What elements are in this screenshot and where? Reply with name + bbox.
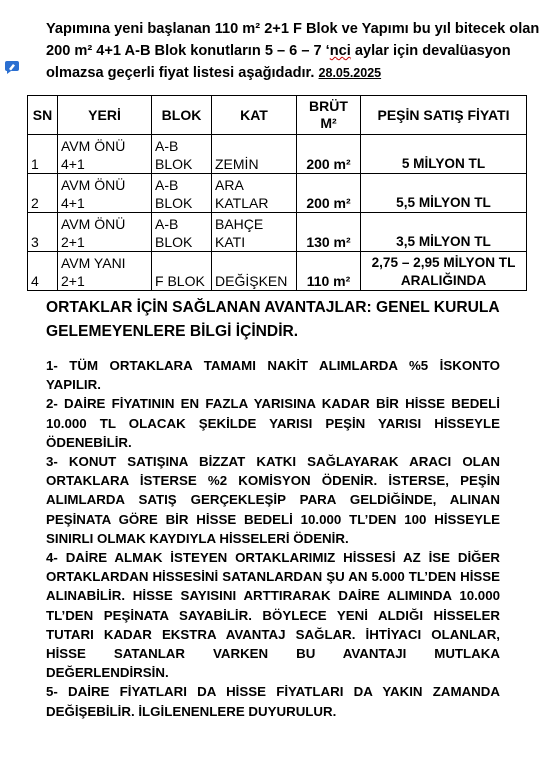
cell-kat: DEĞİŞKEN	[212, 252, 297, 291]
cell-yeri: AVM YANI 2+1	[58, 252, 152, 291]
header-sn: SN	[28, 96, 58, 135]
header-brut: BRÜT M²	[297, 96, 361, 135]
cell-blok: F BLOK	[152, 252, 212, 291]
list-item: 5- DAİRE FİYATLARI DA HİSSE FİYATLARI DA YAKIN ZAMANDA DEĞİŞEBİLİR. İLGİLENENLERE DUYURULUR.	[46, 684, 500, 719]
cell-fiyat: 5,5 MİLYON TL	[361, 174, 527, 213]
advantages-title: ORTAKLAR İÇİN SAĞLANAN AVANTAJLAR: GENEL KURULA GELEMEYENLERE BİLGİ İÇİNDİR.	[46, 299, 500, 340]
intro-text-start: Yapımına yeni başlanan 110 m² 2+1 F Blok ve Yapımı bu yıl bitecek olan 200 m² 4+1 A-B Blok konutların 5 – 6 – 7 ‘	[46, 21, 540, 59]
cell-kat: ZEMİN	[212, 135, 297, 174]
table-header-row	[28, 96, 527, 135]
cell-sn: 1	[28, 135, 58, 174]
cell-fiyat: 5 MİLYON TL	[361, 135, 527, 174]
price-table	[27, 95, 527, 291]
intro-text-end: aylar için devalüasyon olmazsa geçerli fiyat listesi aşağıdadır.	[46, 43, 511, 81]
cell-fiyat: 2,75 – 2,95 MİLYON TL ARALIĞINDA	[361, 252, 527, 291]
cell-sn: 4	[28, 252, 58, 291]
header-kat: KAT	[212, 96, 297, 135]
spellcheck-word[interactable]: nci	[329, 43, 351, 59]
cell-brut: 200 m²	[297, 135, 361, 174]
list-item: 3- KONUT SATIŞINA BİZZAT KATKI SAĞLAYARAK ARACI OLAN ORTAKLARA İSTERSE %2 KOMİSYON ÖDENİR. İSTERSE, PEŞİN ALIMLARDA SATIŞ GERÇEKLEŞİP PARA GELDİĞİNDE, ALINAN PEŞİNATA GÖRE BİR HİSSE BEDELİ 10.000 TL’DEN 100 HİSSEYLE SINIRLI OLMAK KAYDIYLA HİSSELERİ ÖDENİR.	[46, 454, 500, 546]
cell-kat: BAHÇE KATI	[212, 213, 297, 252]
advantages-list	[46, 356, 500, 721]
cell-brut: 130 m²	[297, 213, 361, 252]
table-row	[28, 135, 527, 174]
chat-bubble-icon[interactable]	[4, 60, 20, 74]
header-fiyat: PEŞİN SATIŞ FİYATI	[361, 96, 527, 135]
list-item: 4- DAİRE ALMAK İSTEYEN ORTAKLARIMIZ HİSSESİ AZ İSE DİĞER ORTAKLARDAN HİSSESİNİ SATANLARDAN ŞU AN 5.000 TL’DEN HİSSE ALINABİLİR. HİSSE SAYISINI ARTTIRARAK DAİRE ALIMINDA 10.000 TL’DEN PEŞİNATA SAYABİLİR. BÖYLECE YENİ ALDIĞI HİSSELER TUTARI KADAR EKSTRA AVANTAJ SAĞLAR. İHTİYACI OLANLAR, HİSSE SATANLAR VARKEN BU AVANTAJI MUTLAKA DEĞERLENDİRSİN.	[46, 550, 500, 681]
cell-brut: 200 m²	[297, 174, 361, 213]
list-item: 1- TÜM ORTAKLARA TAMAMI NAKİT ALIMLARDA %5 İSKONTO YAPILIR.	[46, 358, 500, 393]
cell-blok: A-B BLOK	[152, 213, 212, 252]
table-row	[28, 174, 527, 213]
cell-sn: 3	[28, 213, 58, 252]
cell-sn: 2	[28, 174, 58, 213]
cell-blok: A-B BLOK	[152, 135, 212, 174]
list-item: 2- DAİRE FİYATININ EN FAZLA YARISINA KADAR BİR HİSSE BEDELİ 10.000 TL OLACAK ŞEKİLDE YARISI PEŞİN YARISI HİSSEYLE ÖDENEBİLİR.	[46, 396, 500, 450]
header-blok: BLOK	[152, 96, 212, 135]
header-yeri: YERİ	[58, 96, 152, 135]
document-date: 28.05.2025	[318, 66, 382, 80]
cell-yeri: AVM ÖNÜ 4+1	[58, 135, 152, 174]
cell-kat: ARA KATLAR	[212, 174, 297, 213]
cell-yeri: AVM ÖNÜ 2+1	[58, 213, 152, 252]
table-row	[28, 213, 527, 252]
table-row	[28, 252, 527, 291]
cell-yeri: AVM ÖNÜ 4+1	[58, 174, 152, 213]
cell-brut: 110 m²	[297, 252, 361, 291]
intro-paragraph	[46, 18, 552, 84]
cell-blok: A-B BLOK	[152, 174, 212, 213]
cell-fiyat: 3,5 MİLYON TL	[361, 213, 527, 252]
